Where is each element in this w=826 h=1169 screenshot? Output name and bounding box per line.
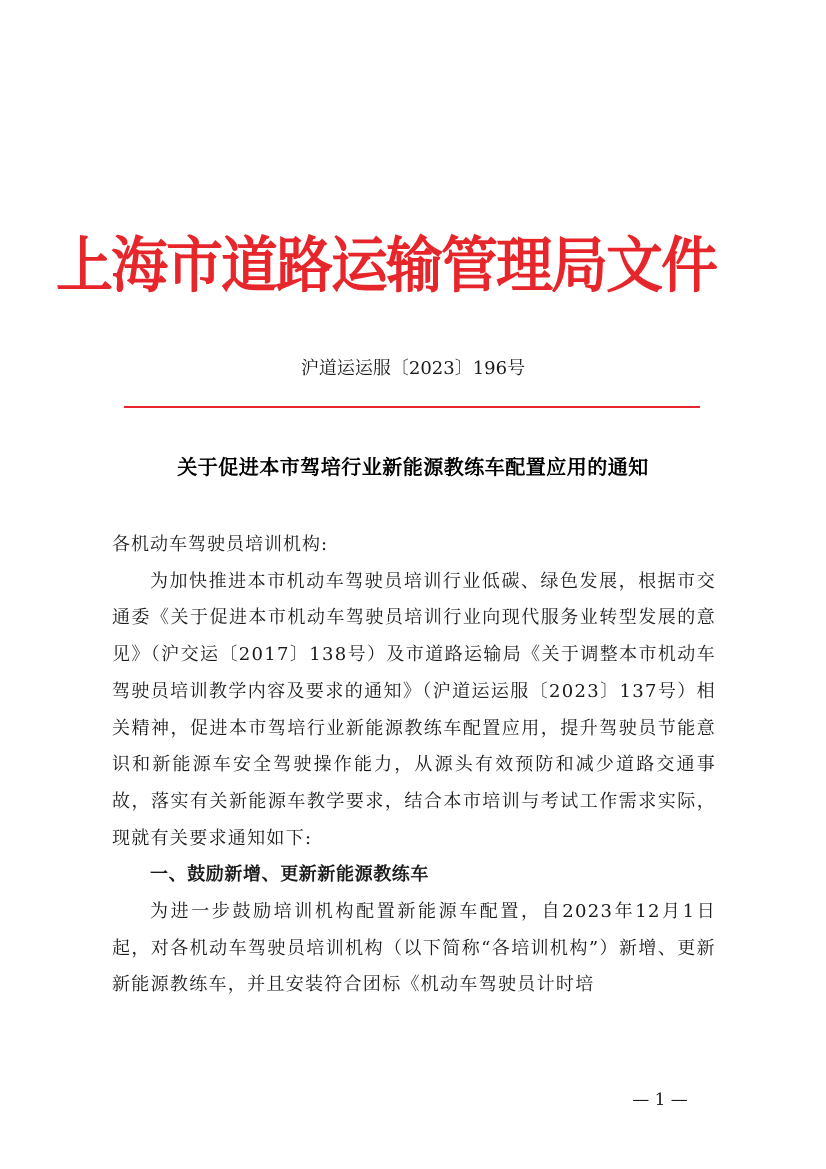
document-header-title: 上海市道路运输管理局文件	[56, 229, 716, 301]
body-paragraph-1: 为加快推进本市机动车驾驶员培训行业低碳、绿色发展，根据市交通委《关于促进本市机动车驾驶员培训行业向现代服务业转型发展的意见》（沪交运〔2017〕138号）及市道路运输局《关于调整本市机动车驾驶员培训教学内容及要求的通知》（沪道运运服〔2023〕137号）相关精神，促进本市驾培行业新能源教练车配置应用，提升驾驶员节能意识和新能源车安全驾驶操作能力，从源头有效预防和减少道路交通事故，落实有关新能源车教学要求，结合本市培训与考试工作需求实际，现就有关要求通知如下:	[112, 570, 716, 849]
document-body	[112, 527, 716, 1004]
page-number: — 1 —	[632, 1090, 688, 1110]
body-paragraph-2: 为进一步鼓励培训机构配置新能源车配置，自2023年12月1日起，对各机动车驾驶员培训机构（以下简称“各培训机构”）新增、更新新能源教练车，并且安装符合团标《机动车驾驶员计时培	[112, 901, 716, 996]
document-number: 沪道运运服〔2023〕196号	[300, 358, 526, 379]
header-divider-line	[124, 406, 700, 408]
salutation: 各机动车驾驶员培训机构:	[112, 534, 329, 555]
section-heading-1: 一、鼓励新增、更新新能源教练车	[150, 864, 429, 886]
notice-title: 关于促进本市驾培行业新能源教练车配置应用的通知	[177, 455, 649, 479]
